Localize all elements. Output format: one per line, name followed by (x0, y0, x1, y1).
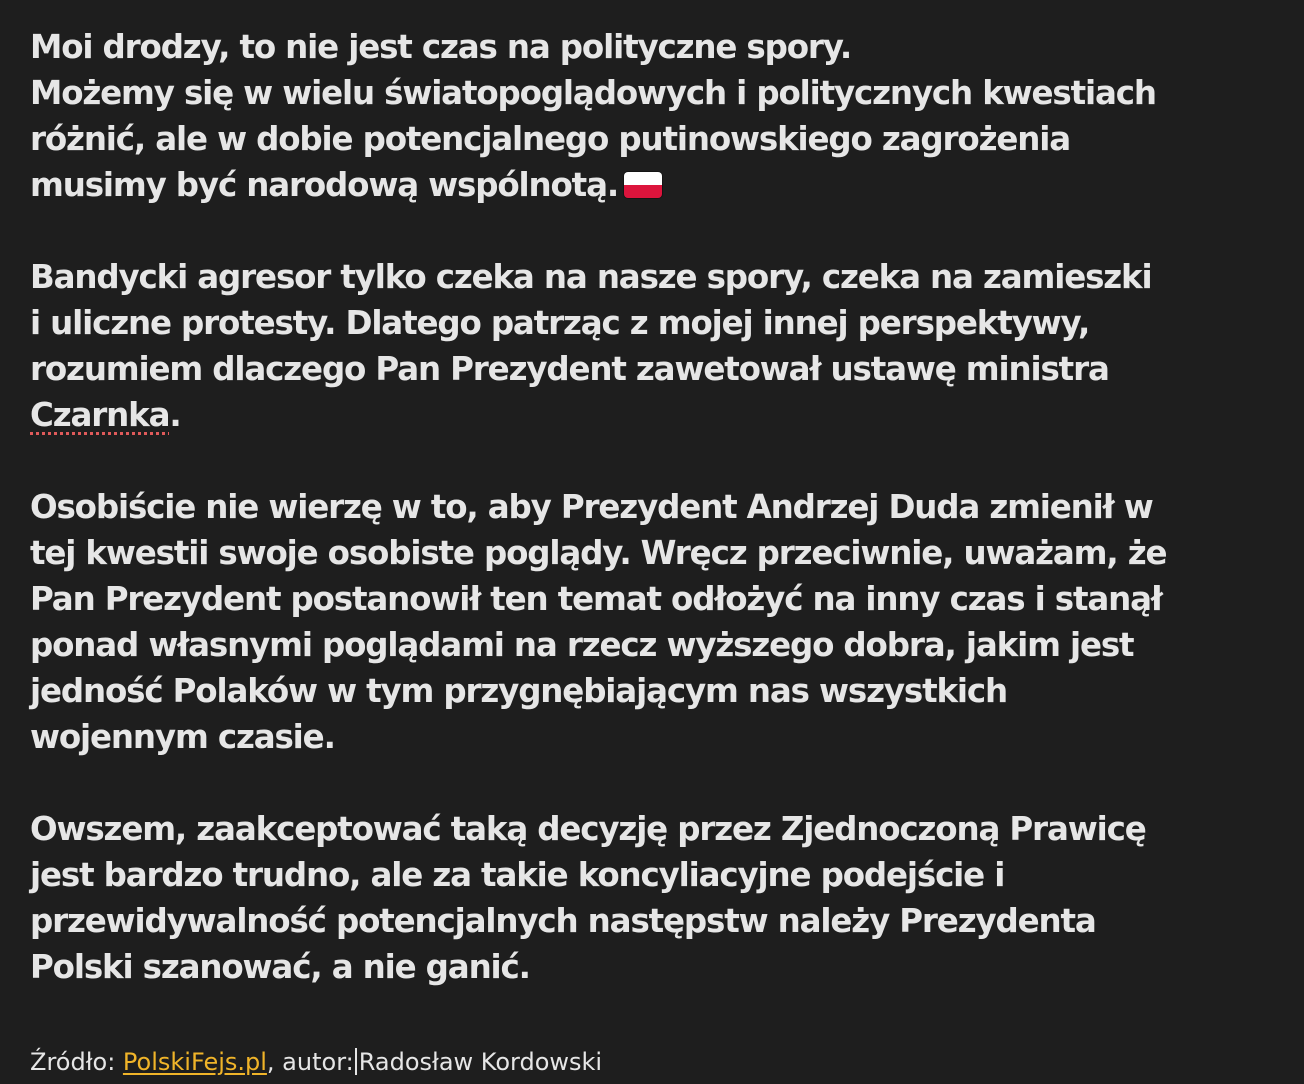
paragraph-1 (30, 24, 1280, 208)
author-label: , autor: (266, 1048, 354, 1076)
paragraph-2 (30, 254, 1280, 438)
paragraph-line: jest bardzo trudno, ale za takie koncyliacyjne podejście i (30, 856, 1005, 894)
paragraph-line: tej kwestii swoje osobiste poglądy. Wręcz przeciwnie, uważam, że (30, 534, 1167, 572)
paragraph-line (30, 162, 1280, 208)
paragraph-line: Moi drodzy, to nie jest czas na polityczne spory. (30, 28, 852, 66)
source-attribution (30, 1046, 602, 1078)
paragraph-line: ponad własnymi poglądami na rzecz wyższego dobra, jakim jest (30, 626, 1134, 664)
spellcheck-flagged-word[interactable]: Czarnka (30, 396, 170, 434)
poland-flag-icon (624, 172, 662, 198)
paragraph-line: różnić, ale w dobie potencjalnego putinowskiego zagrożenia (30, 120, 1071, 158)
paragraph-line: jedność Polaków w tym przygnębiającym nas wszystkich (30, 672, 1008, 710)
source-link[interactable]: PolskiFejs.pl (122, 1048, 267, 1076)
paragraph-line: przewidywalność potencjalnych następstw należy Prezydenta (30, 902, 1096, 940)
paragraph-line: Pan Prezydent postanowił ten temat odłożyć na inny czas i stanął (30, 580, 1162, 618)
paragraph-line-text: musimy być narodową wspólnotą. (30, 166, 619, 204)
paragraph-line: Owszem, zaakceptować taką decyzję przez Zjednoczoną Prawicę (30, 810, 1146, 848)
text-editor[interactable] (30, 24, 1280, 1076)
paragraph-line: i uliczne protesty. Dlatego patrząc z mojej innej perspektywy, (30, 304, 1090, 342)
author-name: Radosław Kordowski (358, 1048, 603, 1076)
paragraph-line: rozumiem dlaczego Pan Prezydent zawetował ustawę ministra (30, 350, 1109, 388)
paragraph-line: Osobiście nie wierzę w to, aby Prezydent Andrzej Duda zmienił w (30, 488, 1153, 526)
paragraph-line: wojennym czasie. (30, 718, 335, 756)
paragraph-3 (30, 484, 1280, 760)
paragraph-4 (30, 806, 1280, 990)
text-cursor (355, 1048, 357, 1075)
paragraph-line-text: . (169, 396, 181, 434)
paragraph-line (30, 392, 1280, 438)
source-prefix: Źródło: (30, 1048, 123, 1076)
paragraph-line: Bandycki agresor tylko czeka na nasze spory, czeka na zamieszki (30, 258, 1152, 296)
paragraph-line: Możemy się w wielu światopoglądowych i politycznych kwestiach (30, 74, 1156, 112)
paragraph-line: Polski szanować, a nie ganić. (30, 948, 530, 986)
